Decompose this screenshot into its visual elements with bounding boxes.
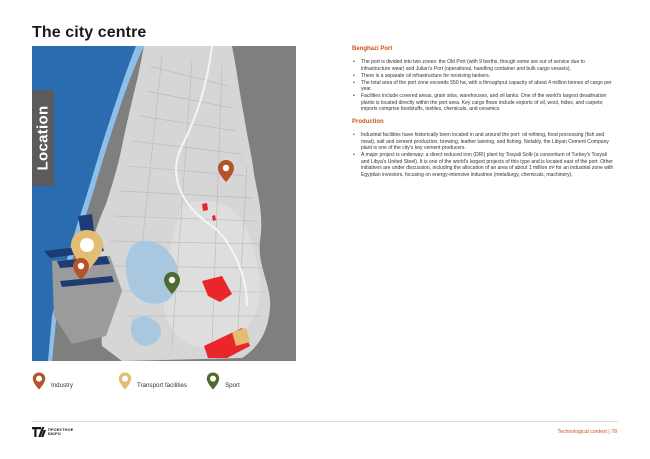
legend-item-transport: [118, 372, 187, 390]
port-bullet-list: [352, 59, 614, 113]
location-side-tab: [32, 90, 54, 186]
list-item: • Facilities include covered areas, grain silos, warehouses, and oil tanks. One of the world's largest desalination plants is located directly within the port area. Key cargo flows include exports of oil, wool, hides, and carpets; imports comprise foodstuffs, textiles, chemicals, and ceramics.: [352, 93, 614, 113]
legend-item-industry: [32, 372, 73, 390]
map-legend: [32, 372, 332, 392]
location-label: Location: [34, 105, 52, 171]
section-heading-production: Production: [352, 119, 384, 125]
production-bullet-list: [352, 132, 614, 178]
legend-label: Transport facilities: [137, 382, 187, 389]
logo-text-line: БЮРО: [48, 432, 61, 436]
map-pin-icon: [206, 372, 220, 390]
logo-mark-icon: [32, 427, 46, 437]
text-column: [352, 46, 614, 179]
list-item: • The total area of the port zone exceeds 550 ha, with a throughput capacity of about 4 million tonnes of cargo per year.: [352, 80, 614, 93]
list-item: • Industrial facilities have historically been located in and around the port: oil refining, food processing (fish and meat), salt and cement production, brewing, leather tanning, and fishing. Notably, the Libyan Cement Company plant is one of the city's key cement producers.: [352, 132, 614, 152]
section-heading-port: Benghazi Port: [352, 46, 393, 52]
company-logo: [32, 427, 73, 437]
legend-label: Sport: [225, 382, 240, 389]
list-item: • There is a separate oil infrastructure for receiving tankers.: [352, 73, 614, 80]
page-title: The city centre: [32, 24, 147, 41]
logo-text: [48, 428, 73, 436]
map-industrial-zone: [202, 203, 208, 211]
footer-divider: [32, 421, 618, 422]
list-item: • The port is divided into two zones: the Old Port (with 9 berths, though some are out of service due to infrastructure wear) and Julian's Port (operational, handling container and bulk cargo vessels).: [352, 59, 614, 72]
city-map-graphic: [32, 46, 296, 361]
legend-label: Industry: [51, 382, 74, 389]
city-map: [32, 46, 296, 361]
list-item: • A major project is underway: a direct reduced iron (DRI) plant by Tosyali Solb (a consortium of Turkey's Tosyali and Libya's United Steel). It is one of the world's largest projects of this type and is located east of the port. Other initiatives are under discussion, including the allocation of an area of about 1 million m² for an industrial zone with Egyptian investors, focusing on energy-intensive industries (metallurgy, chemicals, machinery).: [352, 152, 614, 178]
map-pin-icon: [118, 372, 132, 390]
footer-page-info: Technological context | 78: [557, 429, 617, 435]
map-pin-icon: [32, 372, 46, 390]
legend-item-sport: [206, 372, 240, 390]
logo-text-line: ПРОЕКТНОЕ: [48, 428, 74, 432]
